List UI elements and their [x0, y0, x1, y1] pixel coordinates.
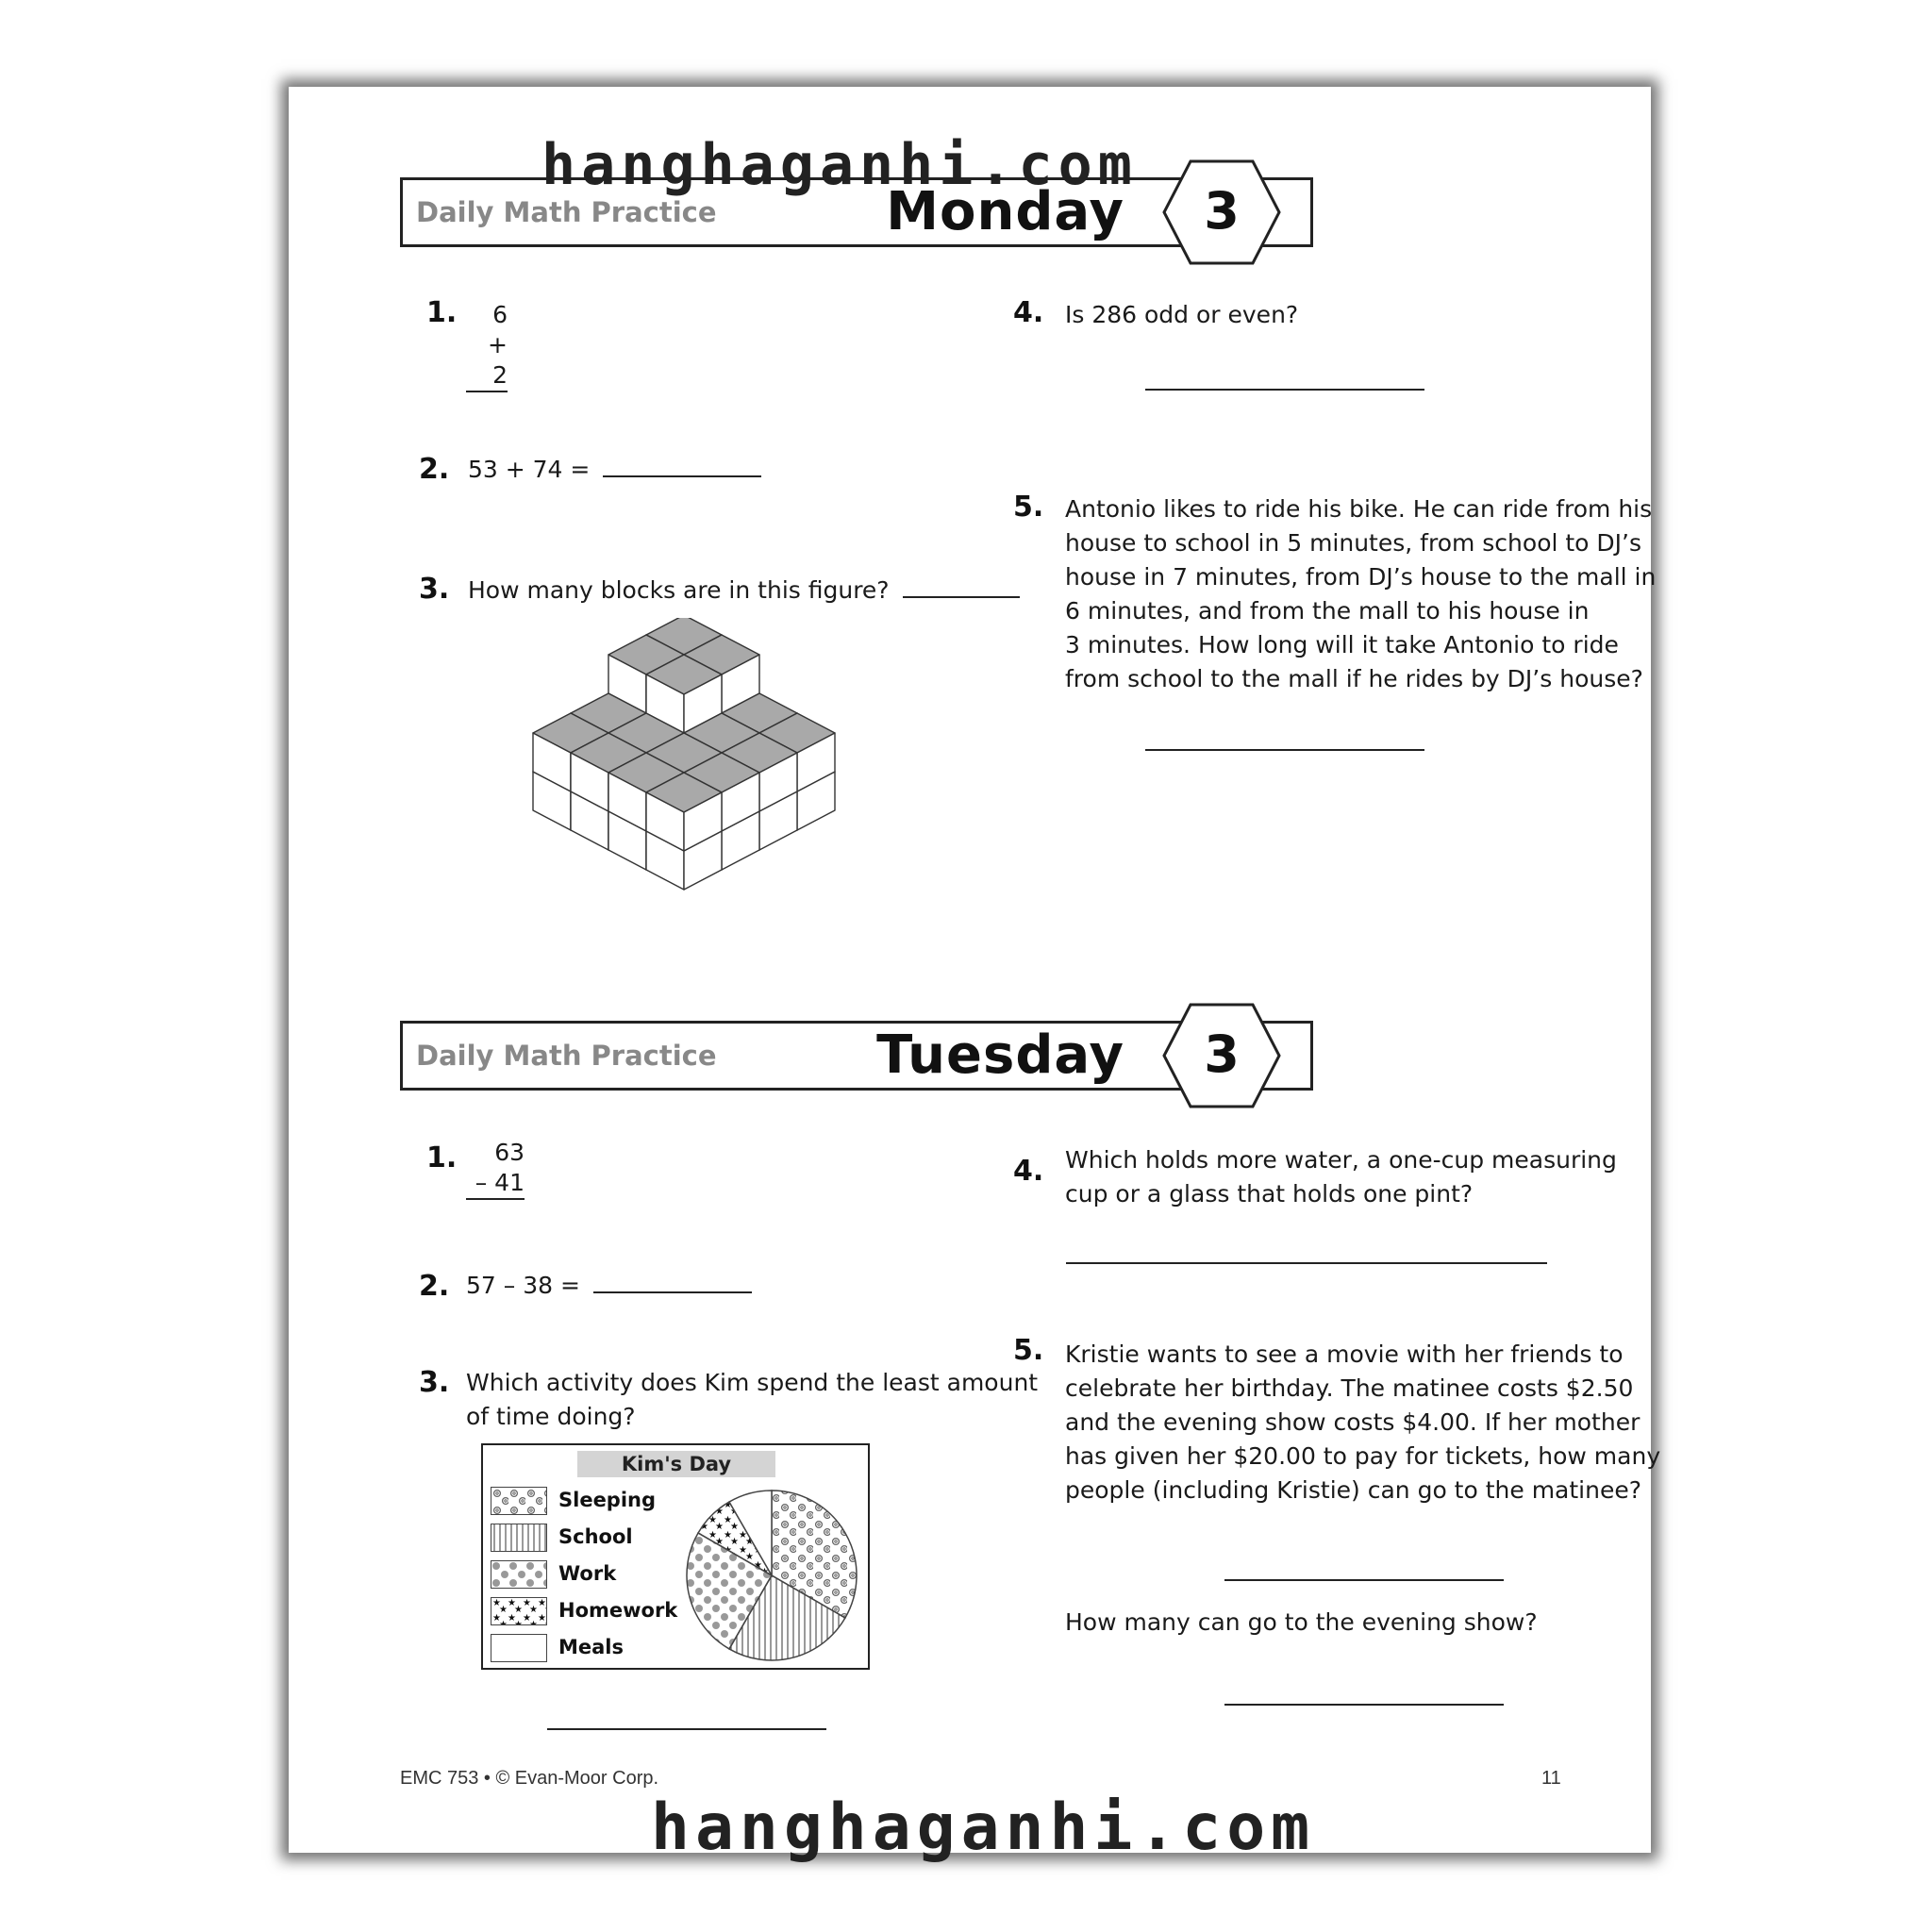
- legend-label: Homework: [558, 1599, 678, 1622]
- problem-line: celebrate her birthday. The matinee costs $2.50: [1065, 1374, 1634, 1402]
- watermark-top: hanghaganhi.com: [541, 132, 1138, 198]
- legend-label: School: [558, 1525, 633, 1548]
- answer-blank[interactable]: [903, 596, 1020, 598]
- problem-line: house in 7 minutes, from DJ’s house to the mall in: [1065, 563, 1657, 591]
- problem-line: people (including Kristie) can go to the matinee?: [1065, 1476, 1641, 1504]
- question-text: How many blocks are in this figure?: [468, 576, 890, 604]
- question-line: Which holds more water, a one-cup measuring: [1065, 1146, 1617, 1174]
- answer-line[interactable]: [1224, 1579, 1504, 1581]
- question-text: [468, 453, 761, 487]
- problem-line: 6 minutes, and from the mall to his house in: [1065, 597, 1590, 625]
- legend-swatch: [491, 1560, 547, 1589]
- banner-day: Monday: [886, 181, 1124, 242]
- answer-blank[interactable]: [603, 475, 761, 477]
- problem-line: from school to the mall if he rides by DJ’s house?: [1065, 665, 1643, 692]
- banner-number: 3: [1204, 181, 1240, 241]
- answer-line[interactable]: [1145, 749, 1424, 751]
- problem-line: Kristie wants to see a movie with her friends to: [1065, 1341, 1624, 1368]
- minuend: 63: [494, 1139, 525, 1166]
- question-number: 5.: [1013, 491, 1044, 524]
- legend-swatch: [491, 1597, 547, 1625]
- word-problem: [1065, 1338, 1660, 1507]
- block-figure: [524, 618, 844, 939]
- legend-swatch: [491, 1524, 547, 1552]
- question-number: 3.: [419, 1366, 450, 1399]
- answer-line[interactable]: [1066, 1262, 1547, 1264]
- pie-chart: [677, 1485, 866, 1666]
- page-number: 11: [1541, 1768, 1561, 1789]
- legend-label: Sleeping: [558, 1489, 657, 1511]
- question-number: 3.: [419, 573, 450, 606]
- question-number: 2.: [419, 1270, 450, 1303]
- question-number: 1.: [426, 1141, 458, 1174]
- pie-slices: [687, 1491, 857, 1660]
- answer-line[interactable]: [547, 1728, 826, 1730]
- question-text: [466, 1269, 752, 1303]
- question-text: 53 + 74 =: [468, 456, 591, 483]
- kims-day-chart: [481, 1443, 870, 1670]
- tuesday-banner: [400, 1021, 1315, 1092]
- banner-label: Daily Math Practice: [416, 196, 717, 228]
- question-text: Is 286 odd or even?: [1065, 301, 1299, 328]
- problem-line: has given her $20.00 to pay for tickets, how many: [1065, 1442, 1661, 1470]
- subtraction-problem: [466, 1138, 525, 1200]
- banner-number: 3: [1204, 1024, 1240, 1084]
- addition-problem: [466, 300, 508, 392]
- addend-bottom: + 2: [466, 330, 508, 392]
- answer-line[interactable]: [1224, 1704, 1504, 1706]
- question-line: Which activity does Kim spend the least amount: [466, 1369, 1039, 1396]
- word-problem: [1065, 492, 1656, 696]
- addend-top: 6: [492, 301, 508, 328]
- problem-line: Antonio likes to ride his bike. He can ride from his: [1065, 495, 1653, 523]
- footer-copyright: EMC 753 • © Evan-Moor Corp.: [400, 1768, 659, 1789]
- problem-line: house to school in 5 minutes, from school to DJ’s: [1065, 529, 1642, 557]
- watermark-bottom: hanghaganhi.com: [651, 1790, 1316, 1865]
- question-text: 57 – 38 =: [466, 1272, 580, 1299]
- legend-swatch: [491, 1487, 547, 1515]
- legend-swatch: [491, 1634, 547, 1662]
- question-number: 5.: [1013, 1334, 1044, 1367]
- question-number: 4.: [1013, 296, 1044, 329]
- answer-line[interactable]: [1145, 389, 1424, 391]
- problem-line: 3 minutes. How long will it take Antonio to ride: [1065, 631, 1619, 658]
- question-line: cup or a glass that holds one pint?: [1065, 1180, 1474, 1208]
- question-text: [466, 1366, 1038, 1434]
- chart-title: Kim's Day: [577, 1451, 775, 1477]
- legend-label: Meals: [558, 1636, 625, 1658]
- question-text: [468, 574, 1020, 608]
- question-number: 2.: [419, 453, 450, 486]
- legend-label: Work: [558, 1562, 617, 1585]
- question-text: [1065, 1143, 1617, 1211]
- problem-line: and the evening show costs $4.00. If her mother: [1065, 1408, 1641, 1436]
- subtrahend: – 41: [466, 1168, 525, 1200]
- followup-question: How many can go to the evening show?: [1065, 1608, 1538, 1636]
- banner-day: Tuesday: [876, 1024, 1124, 1086]
- question-number: 1.: [426, 296, 458, 329]
- answer-blank[interactable]: [593, 1291, 752, 1293]
- question-number: 4.: [1013, 1155, 1044, 1188]
- banner-label: Daily Math Practice: [416, 1040, 717, 1072]
- question-line: of time doing?: [466, 1403, 636, 1430]
- cube-stack: [533, 618, 835, 890]
